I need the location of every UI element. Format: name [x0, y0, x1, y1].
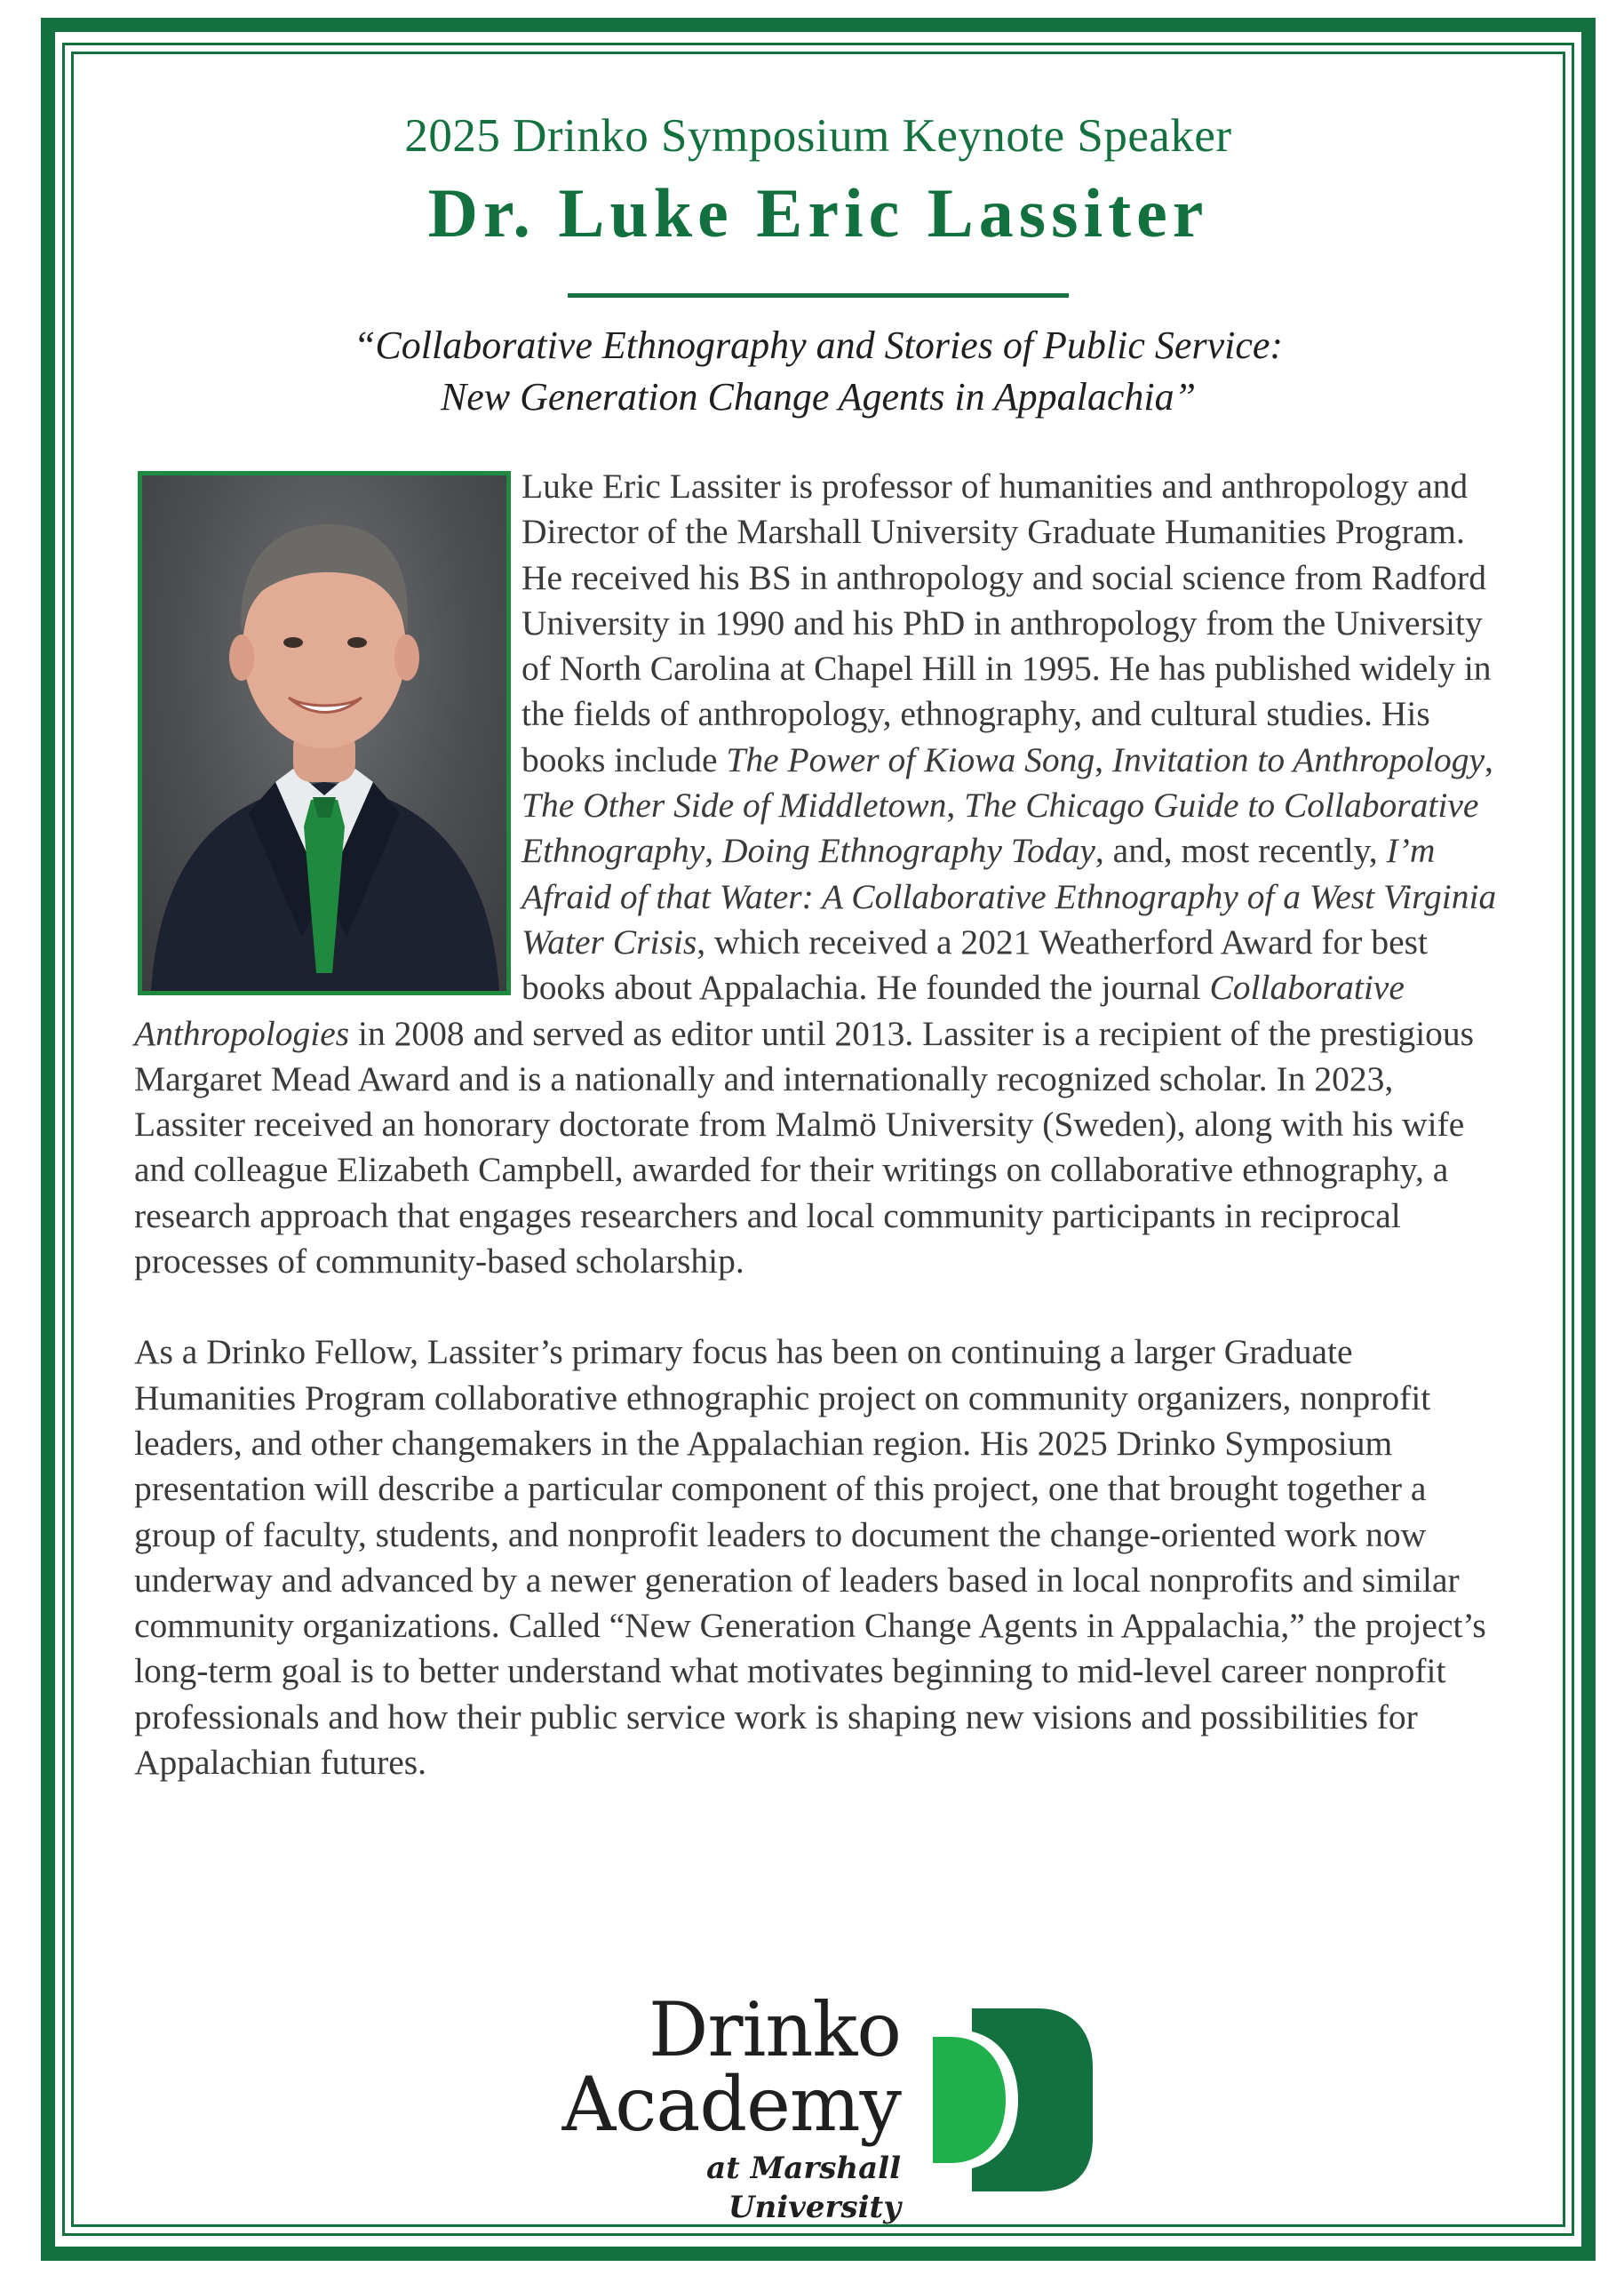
bio-text: ,	[946, 786, 965, 826]
bio-paragraph-2: As a Drinko Fellow, Lassiter’s primary focus has been on continuing a larger Graduate Humanities Program collaborative ethnographic project on community organizers, nonprofit leaders, and other changemakers in the Appalachian region. His 2025 Drinko Symposium presentation will describe a particular component of this project, one that brought together a group of faculty, students, and nonprofit leaders to document the change-oriented work now underway and advanced by a newer generation of leaders based in local nonprofits and similar community organizations. Called “New Generation Change Agents in Appalachia,” the project’s long-term goal is to better understand what motivates beginning to mid-level career nonprofit professionals and how their public service work is shaping new visions and possibilities for Appalachian futures.	[134, 1332, 1486, 1783]
bio-text: Luke Eric Lassiter is professor of humanities and anthropology and Director of the Marshall University Graduate Humanities Program. He received his BS in anthropology and social science from Radford University in 1990 and his PhD in anthropology from the University of North Carolina at Chapel Hill in 1995. He has published widely in the fields of anthropology, ethnography, and cultural studies. His books include	[521, 467, 1492, 779]
logo-text	[533, 1986, 901, 2227]
bio-text: ,	[1485, 739, 1493, 779]
drinko-d-icon	[931, 2005, 1095, 2195]
divider	[568, 293, 1069, 298]
book-title: The Chicago Guide to Collaborative Ethnography	[521, 786, 1479, 871]
bio-text: ,	[705, 831, 723, 871]
speaker-portrait-icon	[142, 475, 506, 991]
event-title: 2025 Drinko Symposium Keynote Speaker	[404, 110, 1232, 162]
bio-text: ,	[1095, 739, 1112, 779]
journal-title: Collaborative Anthropologies	[134, 968, 1405, 1053]
bio-text: , which received a 2021 Weatherford Award for best books about Appalachia. He founded the journal	[521, 922, 1428, 1008]
book-title: The Other Side of Middletown	[521, 786, 947, 826]
header	[71, 105, 1565, 423]
paragraph-gap	[134, 1284, 1502, 1329]
book-title: Invitation to Anthropology	[1111, 739, 1485, 779]
speaker-name: Dr. Luke Eric Lassiter	[427, 174, 1209, 251]
logo-line-marshall: at Marshall University	[706, 2151, 901, 2225]
bio-text: , and, most recently,	[1095, 831, 1387, 871]
book-title: Doing Ethnography Today	[722, 831, 1095, 871]
speaker-photo	[138, 471, 511, 995]
bio	[134, 464, 1502, 1785]
bio-text: in 2008 and served as editor until 2013. Lassiter is a recipient of the prestigious Margaret Mead Award and is a nationally and internationally recognized scholar. In 2023, Lassiter received an honorary doctorate from Malmö University (Sweden), along with his wife and colleague Elizabeth Campbell, awarded for their writings on collaborative ethnography, a research approach that engages researchers and local community participants in reciprocal processes of community-based scholarship.	[134, 1013, 1475, 1281]
talk-title-line-1: “Collaborative Ethnography and Stories of Public Service:	[353, 323, 1284, 367]
logo-line-academy: Academy	[561, 2061, 901, 2148]
logo-line-drinko: Drinko	[649, 1986, 901, 2073]
book-title: I’m Afraid of that Water: A Collaborative Ethnography of a West Virginia Water Crisis	[521, 831, 1497, 962]
book-title: The Power of Kiowa Song	[726, 739, 1095, 779]
talk-title	[71, 320, 1565, 423]
talk-title-line-2: New Generation Change Agents in Appalachia”	[440, 375, 1197, 419]
drinko-academy-logo	[533, 1986, 1102, 2225]
